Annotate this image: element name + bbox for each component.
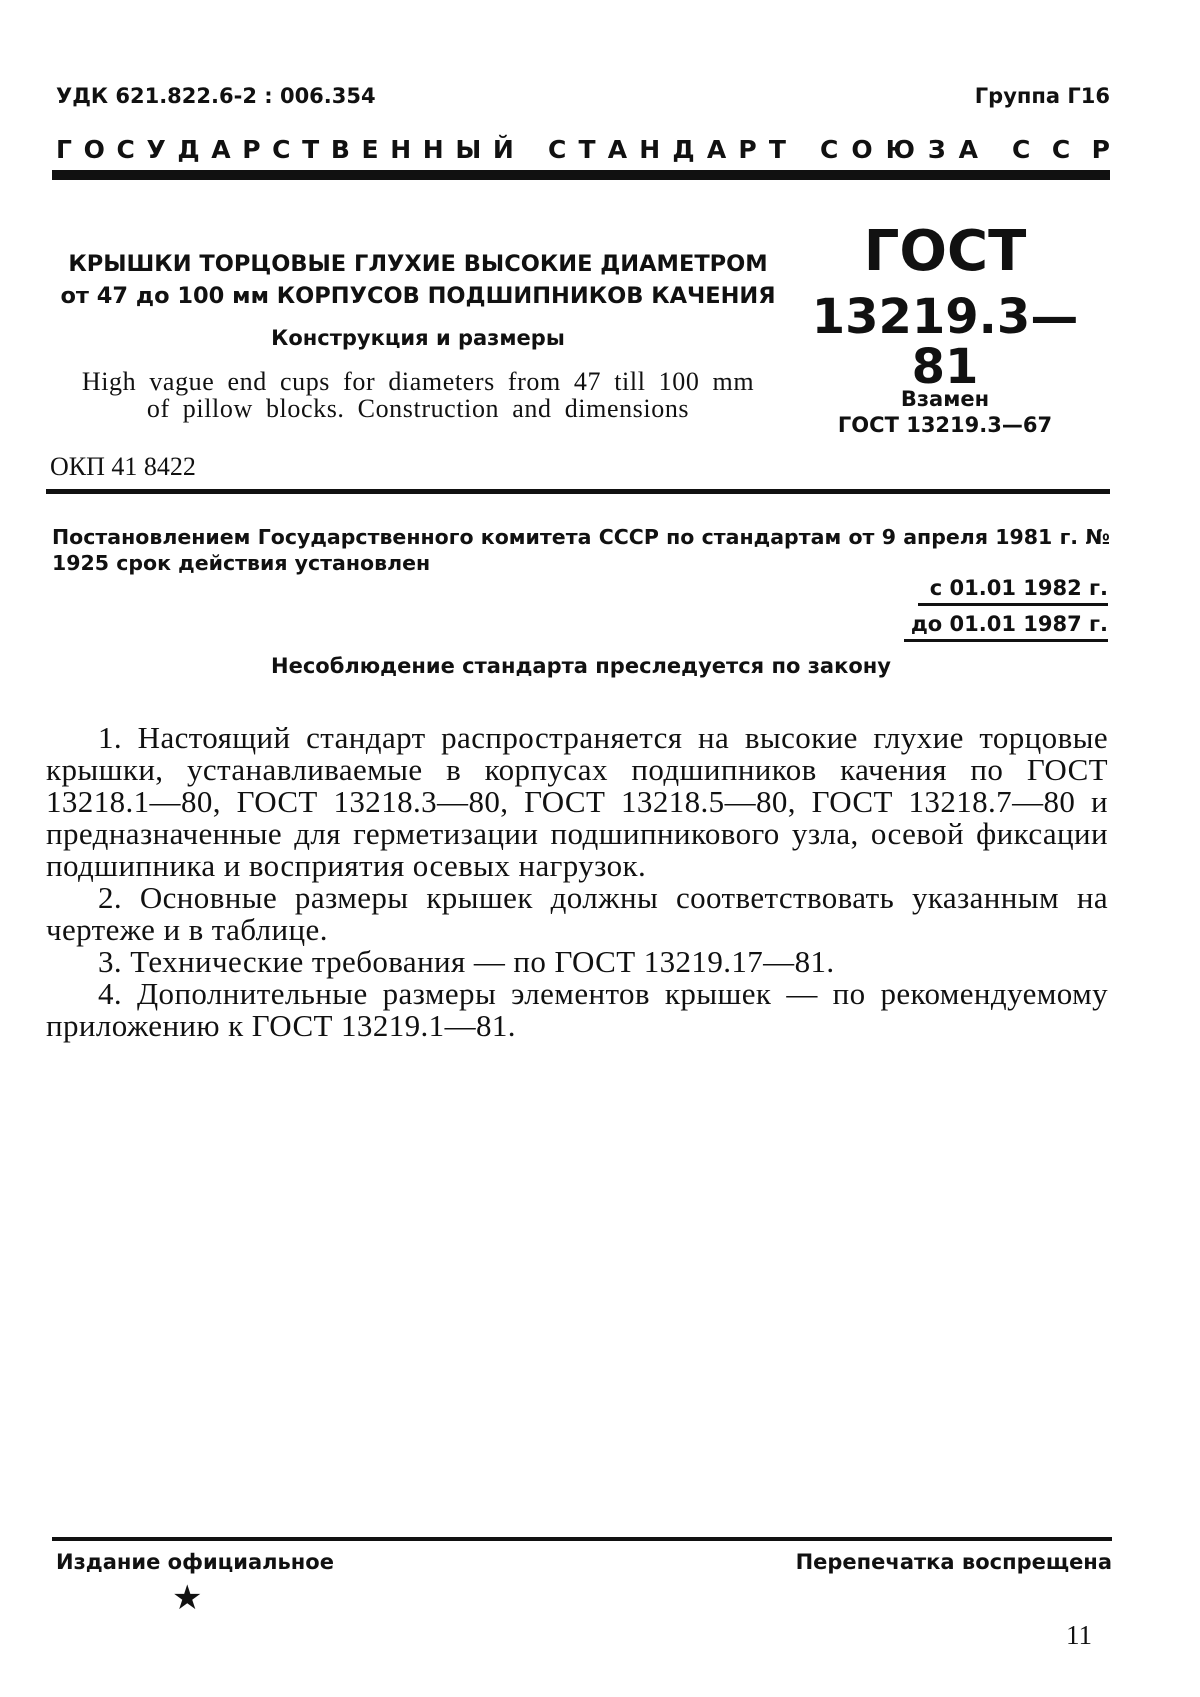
reprint-prohibited: Перепечатка воспрещена <box>795 1550 1112 1574</box>
banner-word-union: С О Ю З А <box>820 135 978 164</box>
clause-1: 1. Настоящий стандарт распространяется на высокие глухие торцовые крышки, устанавливаемые в корпусах подшипников качения по ГОСТ 13218.1—80, ГОСТ 13218.3—80, ГОСТ 13218.5—80, ГОСТ 13218.7—80 и предназначенные для герметизации подшипникового узла, осевой фиксации подшипника и восприятия осевых нагрузок. <box>46 720 1108 883</box>
body-text <box>46 722 1108 1042</box>
footer-rule <box>52 1537 1112 1541</box>
banner-word-standard: С Т А Н Д А Р Т <box>548 135 786 164</box>
replaces-block <box>800 386 1090 438</box>
valid-from: с 01.01 1982 г. <box>918 574 1108 606</box>
title-russian <box>48 248 788 312</box>
clause-4: 4. Дополнительные размеры элементов крышек — по рекомендуемому приложению к ГОСТ 13219.1—81. <box>46 976 1108 1043</box>
udk-code: УДК 621.822.6-2 : 006.354 <box>56 84 376 108</box>
replaces-label: Взамен <box>900 387 990 411</box>
title-en-line-1: High vague end cups for diameters from 47 till 100 mm <box>81 367 755 396</box>
title-en-line-2: of pillow blocks. Construction and dimensions <box>146 394 690 423</box>
subtitle-russian: Конструкция и размеры <box>271 326 565 350</box>
legal-warning: Несоблюдение стандарта преследуется по закону <box>271 654 891 678</box>
gost-label: ГОСТ <box>863 219 1027 284</box>
clause-3: 3. Технические требования — по ГОСТ 13219.17—81. <box>98 944 835 979</box>
title-english <box>48 368 788 422</box>
validity-dates <box>904 574 1108 642</box>
header-thick-rule <box>52 170 1110 180</box>
page-number: 11 <box>1066 1620 1092 1650</box>
section-rule <box>46 489 1110 494</box>
replaces-value: ГОСТ 13219.3—67 <box>837 413 1053 437</box>
group-code: Группа Г16 <box>974 84 1110 108</box>
star-icon: ★ <box>172 1580 203 1617</box>
decree-text: Постановлением Государственного комитета СССР по стандартам от 9 апреля 1981 г. № 1925 срок действия установлен <box>52 525 1110 575</box>
banner-word-ussr: С С Р <box>1012 135 1110 164</box>
title-ru-line-2: от 47 до 100 мм КОРПУСОВ ПОДШИПНИКОВ КАЧЕНИЯ <box>60 283 776 309</box>
banner-word-state: Г О С У Д А Р С Т В Е Н Н Ы Й <box>56 135 514 164</box>
state-standard-banner <box>56 135 1110 165</box>
title-ru-line-1: КРЫШКИ ТОРЦОВЫЕ ГЛУХИЕ ВЫСОКИЕ ДИАМЕТРОМ <box>68 251 768 277</box>
clause-2: 2. Основные размеры крышек должны соответствовать указанным на чертеже и в таблице. <box>46 880 1108 947</box>
official-edition: Издание официальное <box>56 1550 334 1574</box>
okp-code: ОКП 41 8422 <box>50 452 196 481</box>
valid-to: до 01.01 1987 г. <box>904 610 1108 642</box>
gost-number: 13219.3—81 <box>811 289 1079 395</box>
